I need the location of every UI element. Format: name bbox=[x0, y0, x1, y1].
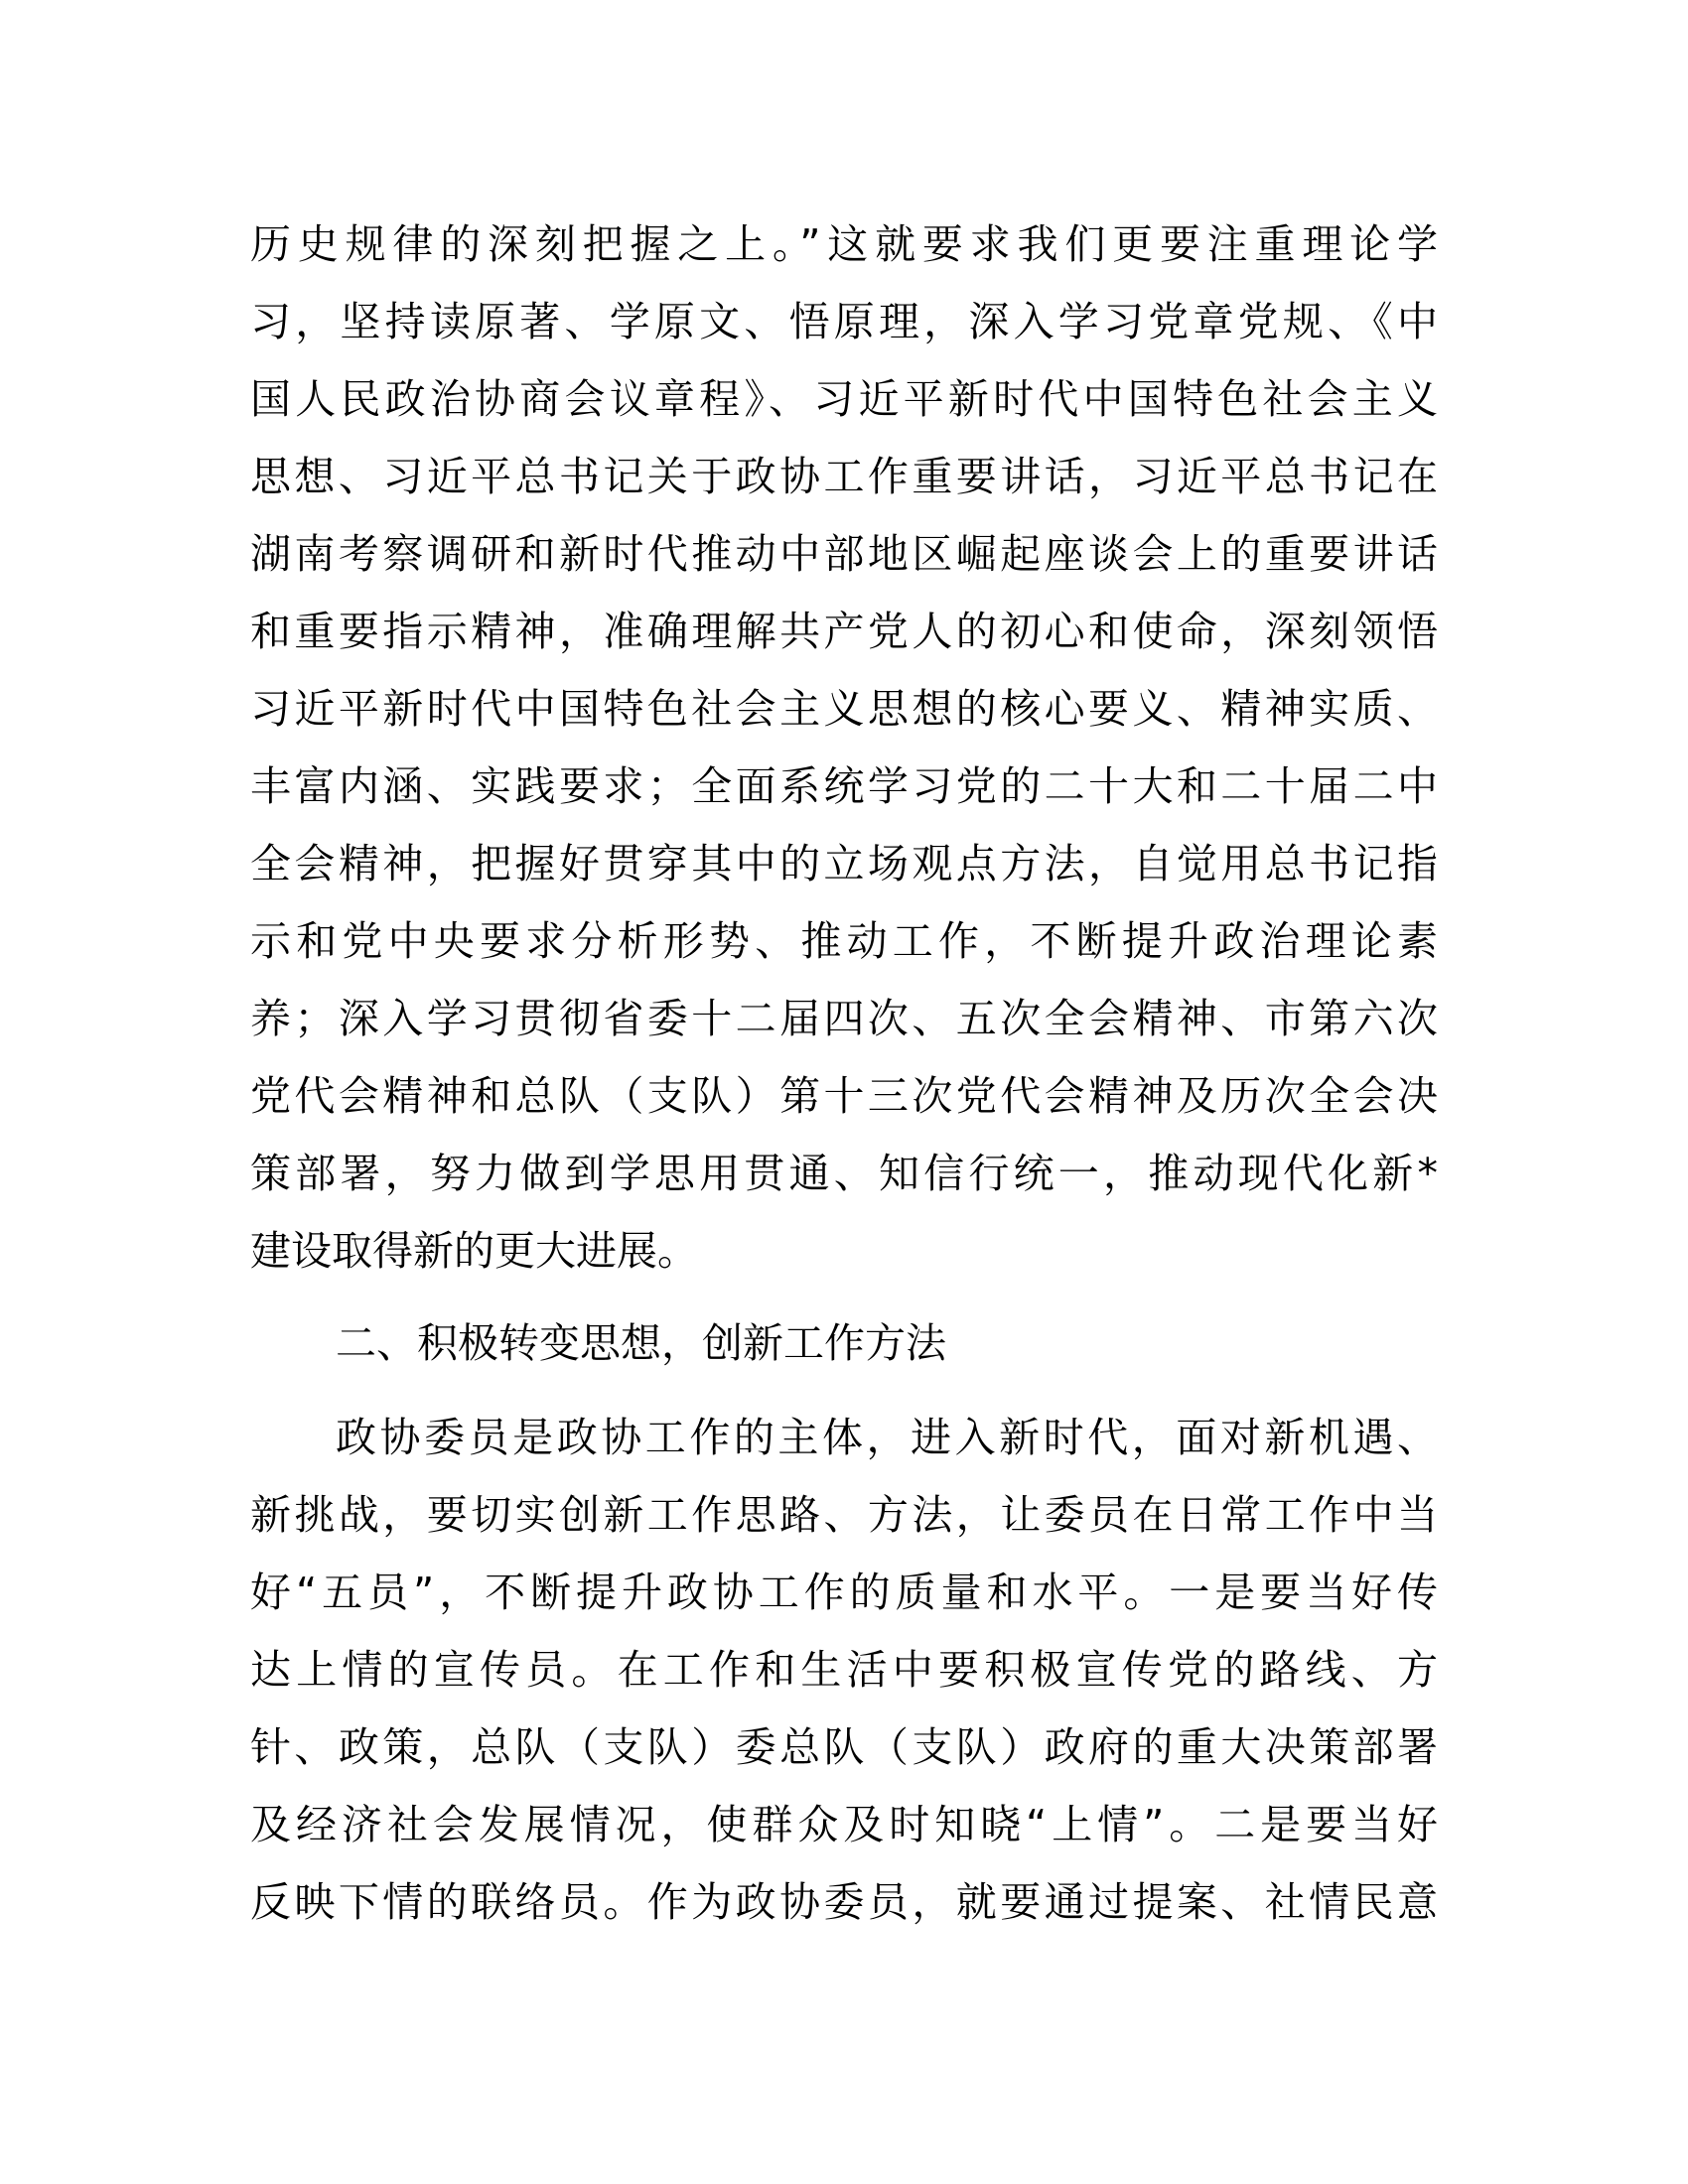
paragraph-line: 达上情的宣传员。在工作和生活中要积极宣传党的路线、方 bbox=[250, 1646, 1438, 1694]
paragraph-line: 新挑战，要切实创新工作思路、方法，让委员在日常工作中当 bbox=[250, 1491, 1438, 1539]
paragraph-line: 全会精神，把握好贯穿其中的立场观点方法，自觉用总书记指 bbox=[250, 840, 1438, 887]
paragraph-line: 党代会精神和总队（支队）第十三次党代会精神及历次全会决 bbox=[250, 1072, 1438, 1120]
paragraph-line: 养；深入学习贯彻省委十二届四次、五次全会精神、市第六次 bbox=[250, 995, 1438, 1042]
paragraph-line: 思想、习近平总书记关于政协工作重要讲话，习近平总书记在 bbox=[250, 453, 1438, 500]
paragraph-line: 国人民政治协商会议章程》、习近平新时代中国特色社会主义 bbox=[250, 375, 1438, 423]
paragraph-line: 反映下情的联络员。作为政协委员，就要通过提案、社情民意 bbox=[250, 1878, 1438, 1926]
paragraph-line: 和重要指示精神，准确理解共产党人的初心和使命，深刻领悟 bbox=[250, 608, 1438, 655]
paragraph-line: 湖南考察调研和新时代推动中部地区崛起座谈会上的重要讲话 bbox=[250, 530, 1438, 578]
paragraph-line: 建设取得新的更大进展。 bbox=[250, 1227, 698, 1275]
section-heading: 二、积极转变思想，创新工作方法 bbox=[336, 1319, 946, 1367]
paragraph-line: 历史规律的深刻把握之上。”这就要求我们更要注重理论学 bbox=[250, 220, 1438, 268]
paragraph-line: 针、政策，总队（支队）委总队（支队）政府的重大决策部署 bbox=[250, 1723, 1438, 1771]
paragraph-line: 好“五员”，不断提升政协工作的质量和水平。一是要当好传 bbox=[250, 1569, 1438, 1616]
paragraph-line: 示和党中央要求分析形势、推动工作，不断提升政治理论素 bbox=[250, 917, 1438, 965]
paragraph-line: 政协委员是政协工作的主体，进入新时代，面对新机遇、 bbox=[336, 1414, 1438, 1461]
paragraph-line: 习，坚持读原著、学原文、悟原理，深入学习党章党规、《中 bbox=[250, 298, 1438, 345]
paragraph-line: 丰富内涵、实践要求；全面系统学习党的二十大和二十届二中 bbox=[250, 762, 1438, 810]
paragraph-line: 策部署，努力做到学思用贯通、知信行统一，推动现代化新* bbox=[250, 1150, 1438, 1197]
paragraph-line: 及经济社会发展情况，使群众及时知晓“上情”。二是要当好 bbox=[250, 1801, 1438, 1848]
paragraph-line: 习近平新时代中国特色社会主义思想的核心要义、精神实质、 bbox=[250, 685, 1438, 733]
